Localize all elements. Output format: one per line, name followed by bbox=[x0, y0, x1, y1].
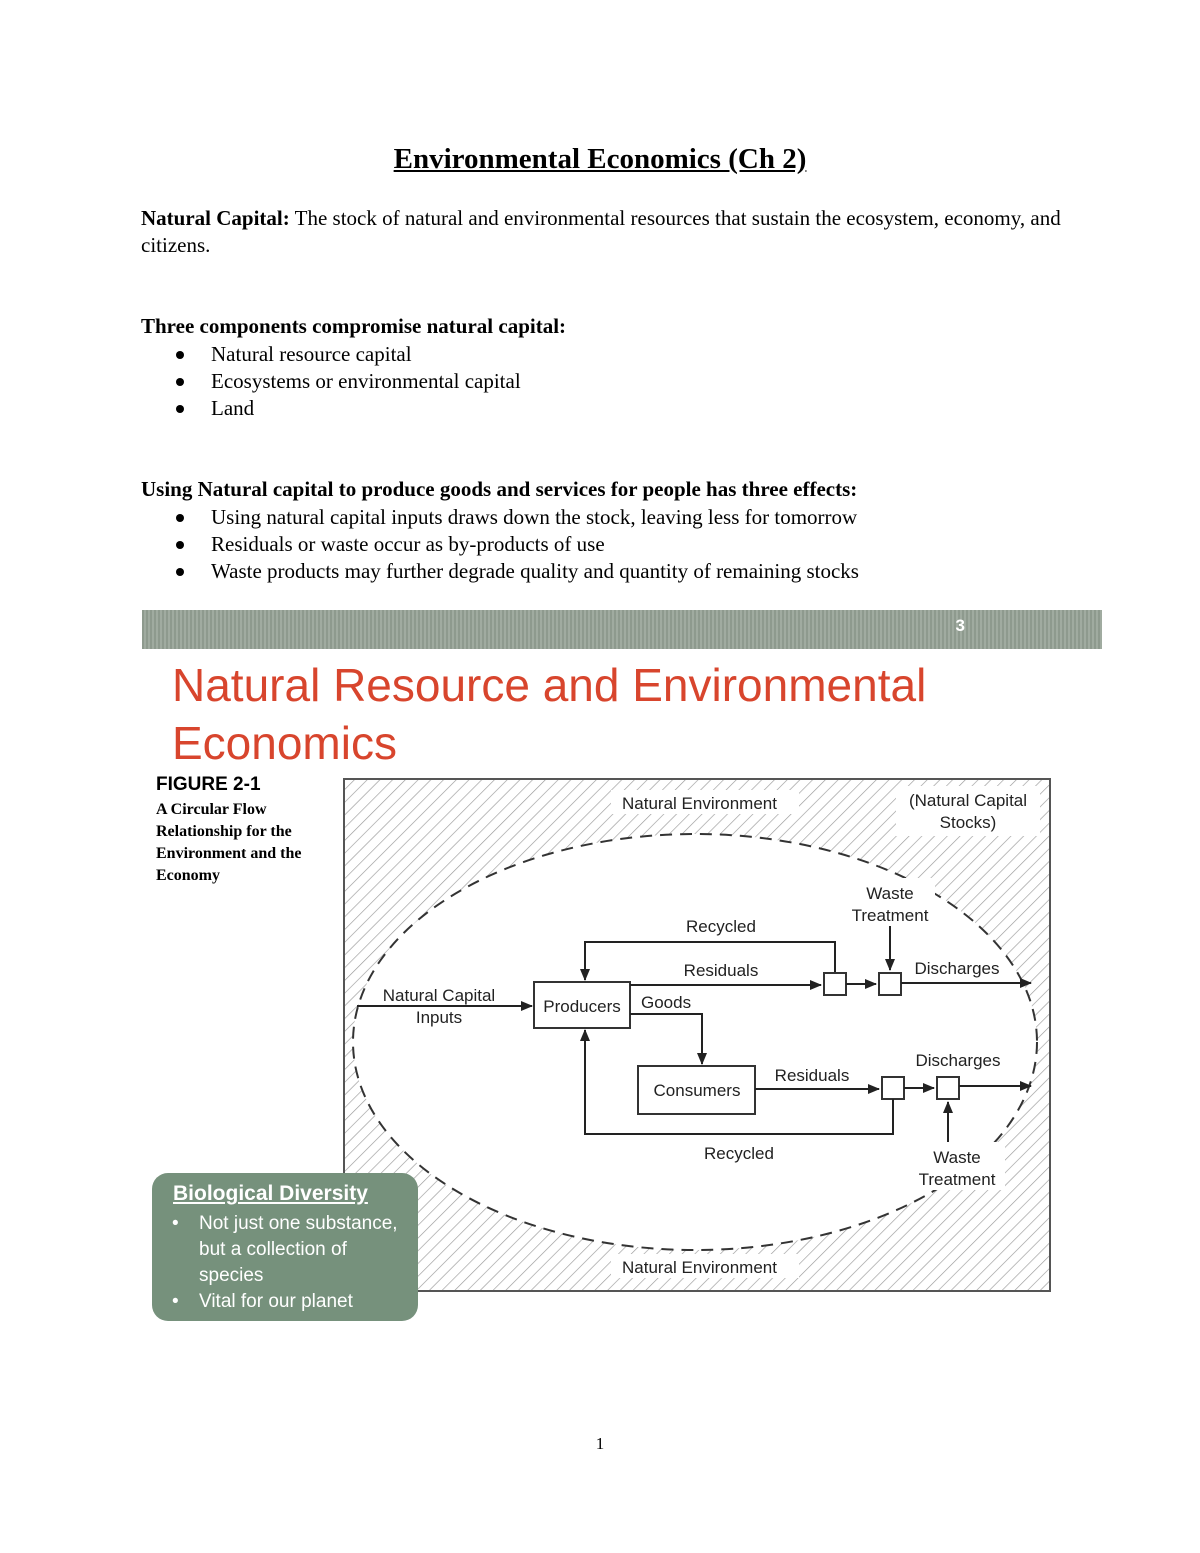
effects-list bbox=[172, 504, 859, 585]
natural-capital-inputs-label: Natural Capital bbox=[382, 986, 496, 1005]
callout-list bbox=[172, 1211, 412, 1315]
producers-label: Producers bbox=[543, 997, 621, 1016]
list-item: • Not just one substance, but a collection of species bbox=[172, 1211, 412, 1289]
definition-term: Natural Capital: bbox=[141, 206, 290, 230]
list-item: • Vital for our planet bbox=[172, 1289, 412, 1315]
waste-treatment-bottom-label: Waste bbox=[933, 1148, 981, 1167]
document-title: Environmental Economics (Ch 2) bbox=[393, 143, 807, 175]
waste-treatment-top-label-2: Treatment bbox=[851, 906, 929, 925]
discharges-top-label: Discharges bbox=[914, 959, 1000, 978]
goods-label: Goods bbox=[641, 993, 692, 1012]
consumers-label: Consumers bbox=[653, 1081, 741, 1100]
treatment-node-bottom bbox=[937, 1077, 959, 1099]
figure-caption: A Circular Flow Relationship for the Environment and the Economy bbox=[156, 801, 302, 884]
slide-title: Natural Resource and Environmental Economics bbox=[172, 659, 927, 769]
slide-number: 3 bbox=[955, 616, 965, 635]
recycled-top-label: Recycled bbox=[686, 917, 756, 936]
components-list bbox=[172, 341, 521, 422]
list-item: Land bbox=[172, 395, 521, 422]
natural-capital-definition bbox=[141, 205, 1071, 259]
list-item: Residuals or waste occur as by-products of use bbox=[172, 531, 859, 558]
residuals-node-top bbox=[824, 973, 846, 995]
natural-environment-bottom-label: Natural Environment bbox=[622, 1258, 777, 1277]
list-item: Ecosystems or environmental capital bbox=[172, 368, 521, 395]
list-item: Natural resource capital bbox=[172, 341, 521, 368]
slide-header-bar bbox=[142, 610, 1102, 649]
natural-capital-inputs-label-2: Inputs bbox=[415, 1008, 463, 1027]
treatment-node-top bbox=[879, 973, 901, 995]
recycled-bottom-label: Recycled bbox=[704, 1144, 774, 1163]
natural-capital-stocks-label: (Natural Capital bbox=[908, 791, 1028, 810]
residuals-bottom-label: Residuals bbox=[774, 1066, 850, 1085]
waste-treatment-bottom-label-2: Treatment bbox=[918, 1170, 996, 1189]
discharges-bottom-label: Discharges bbox=[915, 1051, 1001, 1070]
components-heading: Three components compromise natural capital: bbox=[141, 314, 567, 338]
waste-treatment-top-label: Waste bbox=[866, 884, 914, 903]
callout-title: Biological Diversity bbox=[173, 1182, 368, 1205]
definition-text: The stock of natural and environmental resources that sustain the ecosystem, economy, and citizens. bbox=[141, 206, 1061, 257]
residuals-node-bottom bbox=[882, 1077, 904, 1099]
list-item: Using natural capital inputs draws down the stock, leaving less for tomorrow bbox=[172, 504, 859, 531]
effects-heading: Using Natural capital to produce goods and services for people has three effects: bbox=[141, 477, 858, 501]
figure-label bbox=[156, 774, 336, 887]
page-number: 1 bbox=[595, 1434, 605, 1453]
circular-flow-diagram bbox=[343, 778, 1051, 1292]
natural-environment-top-label: Natural Environment bbox=[622, 794, 777, 813]
figure-number: FIGURE 2-1 bbox=[156, 774, 261, 795]
natural-capital-stocks-label-2: Stocks) bbox=[939, 813, 997, 832]
list-item: Waste products may further degrade quality and quantity of remaining stocks bbox=[172, 558, 859, 585]
biological-diversity-callout bbox=[152, 1173, 418, 1321]
residuals-top-label: Residuals bbox=[683, 961, 759, 980]
